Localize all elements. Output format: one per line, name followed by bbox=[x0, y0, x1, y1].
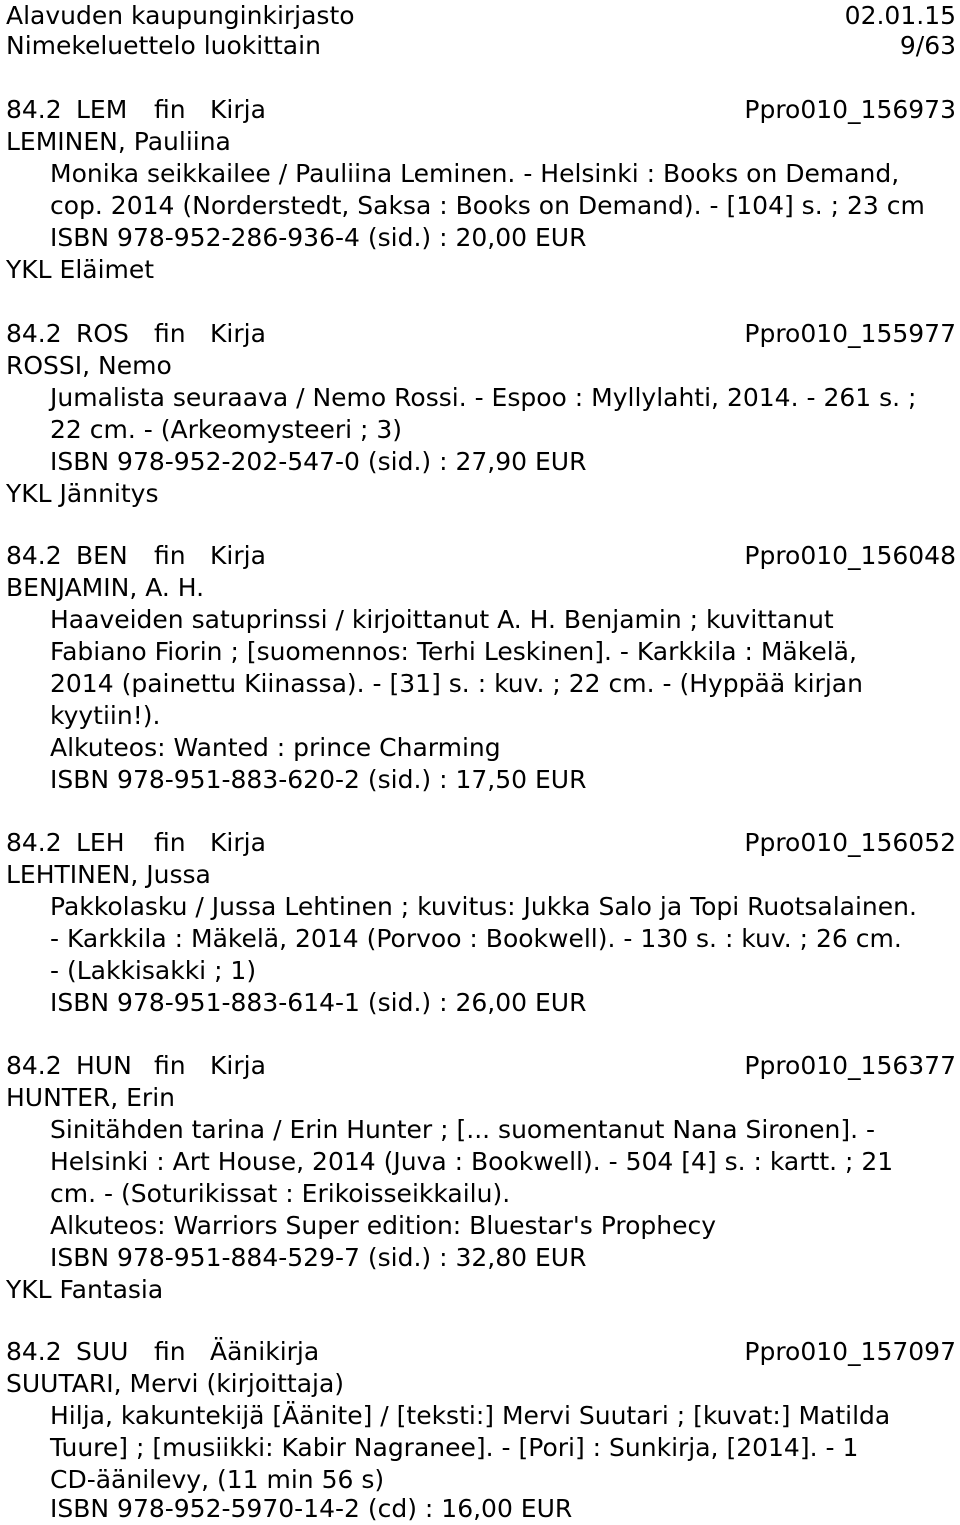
record-heading bbox=[6, 1050, 956, 1082]
page-number: 9/63 bbox=[899, 31, 956, 60]
list-title: Nimekeluettelo luokittain bbox=[6, 31, 321, 60]
shelf-code: BEN bbox=[76, 541, 128, 570]
material-type: Kirja bbox=[210, 1051, 266, 1080]
class-number: 84.2 bbox=[6, 1337, 62, 1366]
class-number: 84.2 bbox=[6, 319, 62, 348]
record-heading bbox=[6, 94, 956, 126]
record-description-line: Jumalista seuraava / Nemo Rossi. - Espoo : Myllylahti, 2014. - 261 s. ; bbox=[50, 383, 917, 412]
record-description-line: CD-äänilevy, (11 min 56 s) bbox=[50, 1465, 385, 1494]
header-row-2 bbox=[6, 30, 956, 62]
record-heading bbox=[6, 1336, 956, 1368]
record-isbn: ISBN 978-952-202-547-0 (sid.) : 27,90 EUR bbox=[50, 447, 587, 476]
record-classification bbox=[6, 1336, 319, 1368]
record-description-line: Hilja, kakuntekijä [Äänite] / [teksti:] Mervi Suutari ; [kuvat:] Matilda bbox=[50, 1401, 891, 1430]
record-author: LEHTINEN, Jussa bbox=[6, 860, 211, 889]
language: fin bbox=[154, 319, 186, 348]
shelf-code: HUN bbox=[76, 1051, 132, 1080]
header-row-1 bbox=[6, 0, 956, 32]
record-classification bbox=[6, 540, 266, 572]
language: fin bbox=[154, 1337, 186, 1366]
record-author: BENJAMIN, A. H. bbox=[6, 573, 205, 602]
record-subject: YKL Eläimet bbox=[6, 255, 155, 284]
record-author: LEMINEN, Pauliina bbox=[6, 127, 231, 156]
record-isbn: ISBN 978-951-884-529-7 (sid.) : 32,80 EUR bbox=[50, 1243, 587, 1272]
record-original-title: Alkuteos: Warriors Super edition: Bluestar's Prophecy bbox=[50, 1211, 717, 1240]
library-name: Alavuden kaupunginkirjasto bbox=[6, 1, 355, 30]
record-id: Ppro010_156377 bbox=[744, 1051, 956, 1080]
shelf-code: ROS bbox=[76, 319, 129, 348]
record-description-line: Helsinki : Art House, 2014 (Juva : Bookwell). - 504 [4] s. : kartt. ; 21 bbox=[50, 1147, 894, 1176]
record-description-line: 2014 (painettu Kiinassa). - [31] s. : kuv. ; 22 cm. - (Hyppää kirjan bbox=[50, 669, 863, 698]
record-description-line: Sinitähden tarina / Erin Hunter ; [... suomentanut Nana Sironen]. - bbox=[50, 1115, 876, 1144]
record-classification bbox=[6, 94, 266, 126]
record-description-line: Fabiano Fiorin ; [suomennos: Terhi Leskinen]. - Karkkila : Mäkelä, bbox=[50, 637, 857, 666]
record-author: SUUTARI, Mervi (kirjoittaja) bbox=[6, 1369, 345, 1398]
class-number: 84.2 bbox=[6, 828, 62, 857]
record-description-line: kyytiin!). bbox=[50, 701, 161, 730]
record-original-title: Alkuteos: Wanted : prince Charming bbox=[50, 733, 501, 762]
record-id: Ppro010_156052 bbox=[744, 828, 956, 857]
record-description-line: Pakkolasku / Jussa Lehtinen ; kuvitus: Jukka Salo ja Topi Ruotsalainen. bbox=[50, 892, 917, 921]
record-id: Ppro010_157097 bbox=[744, 1337, 956, 1366]
shelf-code: LEM bbox=[76, 95, 128, 124]
record-author: HUNTER, Erin bbox=[6, 1083, 175, 1112]
record-classification bbox=[6, 318, 266, 350]
record-heading bbox=[6, 827, 956, 859]
record-classification bbox=[6, 1050, 266, 1082]
class-number: 84.2 bbox=[6, 541, 62, 570]
material-type: Kirja bbox=[210, 319, 266, 348]
record-classification bbox=[6, 827, 266, 859]
shelf-code: LEH bbox=[76, 828, 125, 857]
language: fin bbox=[154, 828, 186, 857]
language: fin bbox=[154, 1051, 186, 1080]
record-id: Ppro010_156973 bbox=[744, 95, 956, 124]
record-heading bbox=[6, 540, 956, 572]
record-isbn: ISBN 978-952-5970-14-2 (cd) : 16,00 EUR bbox=[50, 1494, 573, 1523]
record-isbn: ISBN 978-951-883-620-2 (sid.) : 17,50 EUR bbox=[50, 765, 587, 794]
material-type: Äänikirja bbox=[210, 1337, 320, 1366]
record-description-line: 22 cm. - (Arkeomysteeri ; 3) bbox=[50, 415, 403, 444]
class-number: 84.2 bbox=[6, 1051, 62, 1080]
record-description-line: cm. - (Soturikissat : Erikoisseikkailu). bbox=[50, 1179, 511, 1208]
print-date: 02.01.15 bbox=[844, 1, 956, 30]
record-id: Ppro010_155977 bbox=[744, 319, 956, 348]
record-description-line: cop. 2014 (Norderstedt, Saksa : Books on Demand). - [104] s. ; 23 cm bbox=[50, 191, 925, 220]
material-type: Kirja bbox=[210, 95, 266, 124]
record-description-line: - Karkkila : Mäkelä, 2014 (Porvoo : Bookwell). - 130 s. : kuv. ; 26 cm. bbox=[50, 924, 902, 953]
record-heading bbox=[6, 318, 956, 350]
record-subject: YKL Fantasia bbox=[6, 1275, 164, 1304]
language: fin bbox=[154, 95, 186, 124]
record-description-line: Monika seikkailee / Pauliina Leminen. - Helsinki : Books on Demand, bbox=[50, 159, 900, 188]
record-author: ROSSI, Nemo bbox=[6, 351, 172, 380]
record-id: Ppro010_156048 bbox=[744, 541, 956, 570]
record-isbn: ISBN 978-951-883-614-1 (sid.) : 26,00 EUR bbox=[50, 988, 587, 1017]
record-description-line: - (Lakkisakki ; 1) bbox=[50, 956, 257, 985]
language: fin bbox=[154, 541, 186, 570]
record-subject: YKL Jännitys bbox=[6, 479, 159, 508]
shelf-code: SUU bbox=[76, 1337, 129, 1366]
record-isbn: ISBN 978-952-286-936-4 (sid.) : 20,00 EUR bbox=[50, 223, 587, 252]
record-description-line: Haaveiden satuprinssi / kirjoittanut A. H. Benjamin ; kuvittanut bbox=[50, 605, 834, 634]
material-type: Kirja bbox=[210, 828, 266, 857]
record-description-line: Tuure] ; [musiikki: Kabir Nagranee]. - [Pori] : Sunkirja, [2014]. - 1 bbox=[50, 1433, 859, 1462]
material-type: Kirja bbox=[210, 541, 266, 570]
class-number: 84.2 bbox=[6, 95, 62, 124]
